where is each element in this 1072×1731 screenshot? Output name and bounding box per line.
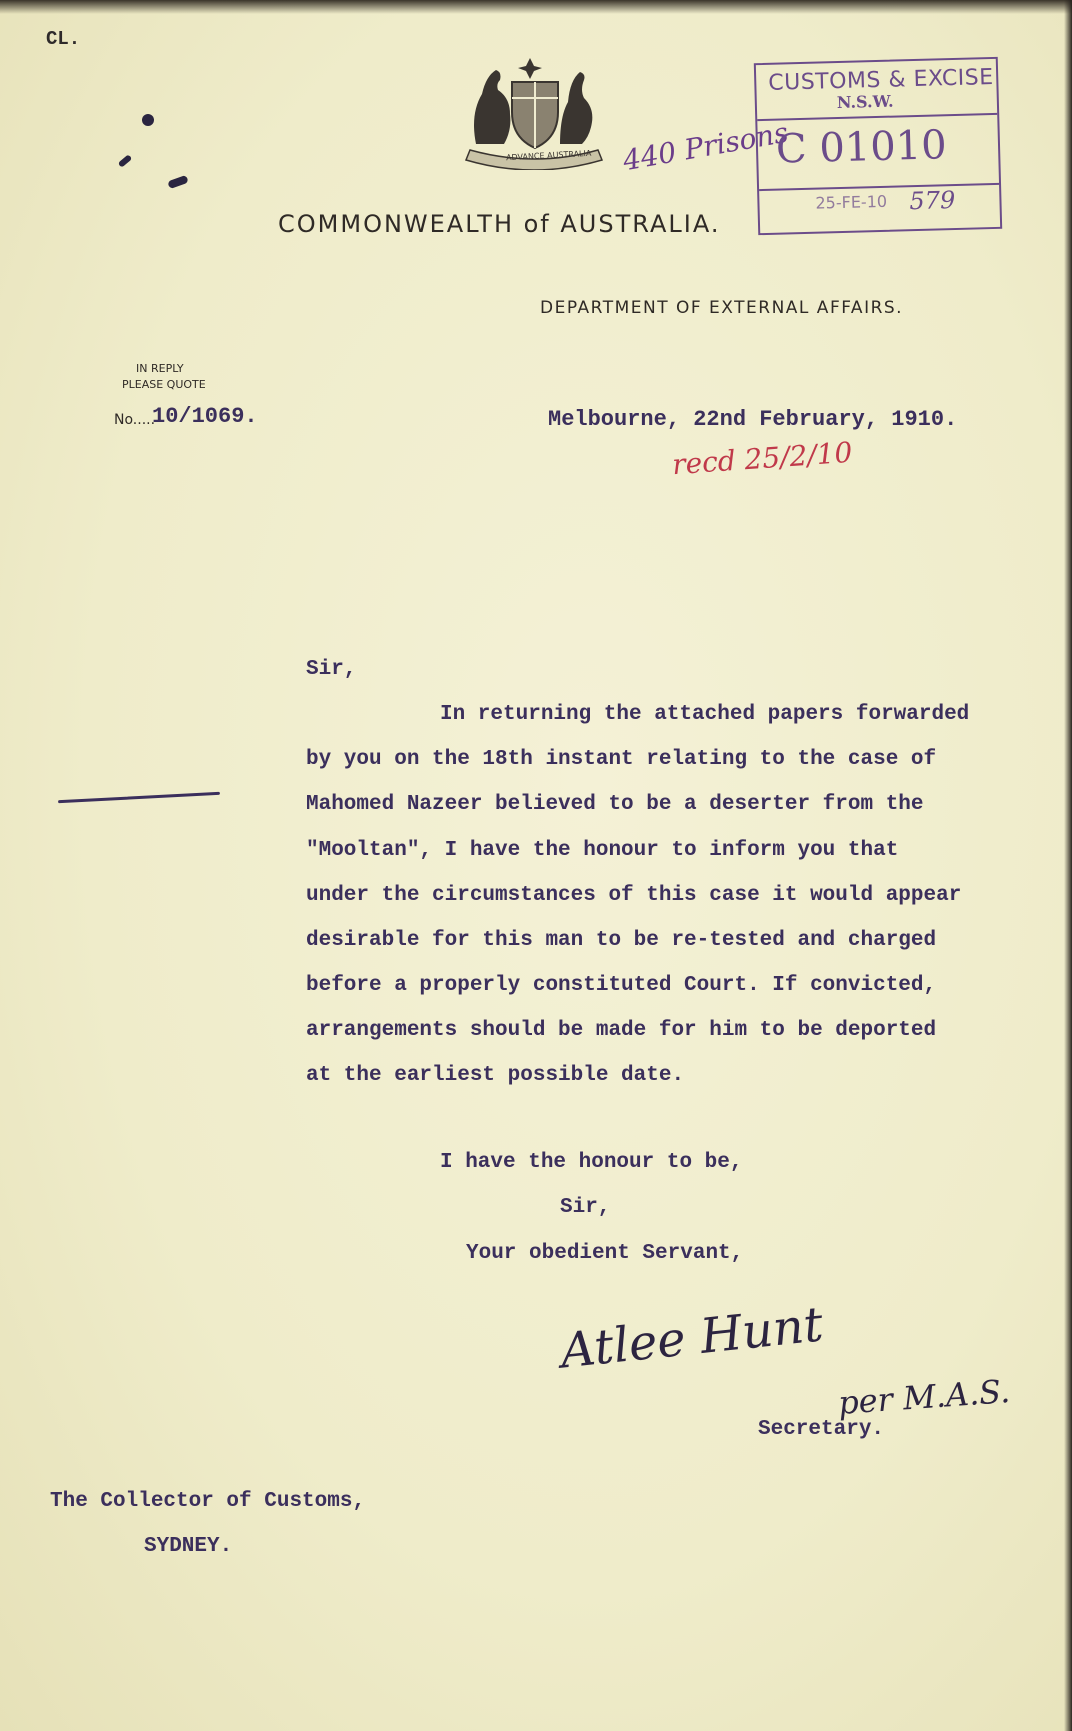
margin-pen-stroke [58,792,220,803]
stamp-number: C 01010 [775,122,948,173]
letterhead-department: DEPARTMENT OF EXTERNAL AFFAIRS. [540,298,904,318]
stamp-heading: CUSTOMS & EXCISE [767,64,994,96]
ink-blot [142,114,154,126]
addressee-city: SYDNEY. [144,1535,233,1558]
ink-blot [118,154,133,168]
body-line: In returning the attached papers forwarded [440,703,970,726]
dateline: Melbourne, 22nd February, 1910. [548,407,958,432]
reference-number: 10/1069. [152,404,258,429]
crest-motto: ADVANCE AUSTRALIA [505,148,592,163]
body-line: before a properly constituted Court. If convicted, [306,974,937,997]
signatory-title: Secretary. [758,1418,885,1441]
reply-label: IN REPLY [136,362,184,375]
body-line: desirable for this man to be re-tested and charged [306,929,937,952]
salutation: Sir, [306,658,357,681]
handwritten-note-prisons: 440 Prisons [620,115,791,178]
stamp-date: 25-FE-10 [815,191,888,213]
closing-line: Your obedient Servant, [466,1242,744,1265]
letterhead-country: COMMONWEALTH of AUSTRALIA. [278,210,721,238]
stamp-state: N.S.W. [836,91,894,113]
addressee-line: The Collector of Customs, [50,1490,366,1513]
body-line: Mahomed Nazeer believed to be a deserter from the [306,793,924,816]
signature-initials: per M.A.S. [836,1372,1012,1422]
body-line: under the circumstances of this case it would appear [306,884,962,907]
body-line: "Mooltan", I have the honour to inform you that [306,839,899,862]
paper-edge-shadow-right [1064,0,1072,1731]
customs-stamp [754,57,1002,235]
body-line: at the earliest possible date. [306,1064,685,1087]
stamp-header [756,59,997,121]
reference-number-prefix: No..... [114,412,156,428]
received-note: recd 25/2/10 [671,435,854,482]
stamp-handwritten-number: 579 [909,186,956,216]
closing-line: I have the honour to be, [440,1151,743,1174]
stamp-date-row [759,183,1000,235]
body-line: arrangements should be made for him to be deported [306,1019,937,1042]
signature: Atlee Hunt [557,1296,826,1380]
body-line: by you on the 18th instant relating to the case of [306,748,937,771]
page-mark: CL. [46,28,81,50]
stamp-number-row [757,113,999,191]
ink-blot [167,175,189,189]
closing-line: Sir, [560,1196,611,1219]
quote-label: PLEASE QUOTE [122,378,206,391]
paper-edge-shadow [0,0,1072,14]
